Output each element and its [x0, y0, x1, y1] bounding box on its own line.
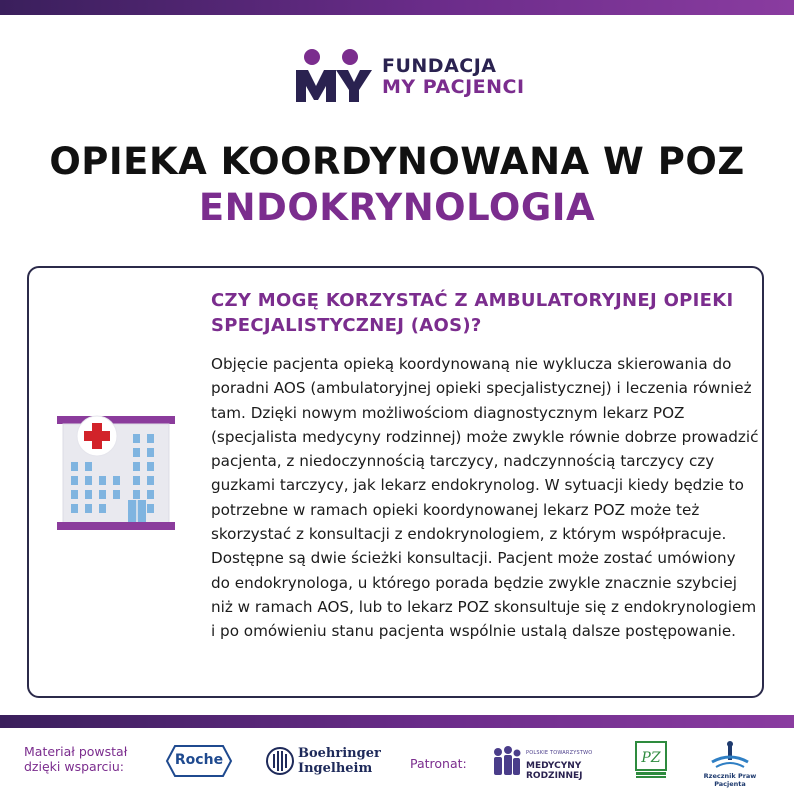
roche-text: Roche — [174, 752, 224, 768]
svg-text:PZ: PZ — [641, 750, 661, 766]
support-label-line-1: Materiał powstał — [24, 744, 128, 759]
my-logo-mark-icon — [292, 48, 374, 106]
logo-line-2: MY PACJENCI — [382, 76, 525, 98]
answer-text: Objęcie pacjenta opieką koordynowaną nie wyklucza skierowania do poradni AOS (ambulatoryjnej opieki specjalistycznej) i leczenia również tam. Dzięki nowym możliwościom diagnostycznym lekarz POZ (specjalista medycyny rodzinnej) może zwykle równie dobrze prowadzić pacjenta, z niedoczynnością tarczycy, nadczynnością tarczycy czy guzkami tarczycy, jak lekarz endokrynolog. W sytuacji kiedy będzie to potrzebne w ramach opieki koordynowanej lekarz POZ może też skorzystać z konsultacji z endokrynologiem, z którym współpracuje. Dostępne są dwie ścieżki konsultacji. Pacjent może zostać umówiony do endokrynologa, u którego porada będzie zwykle znacznie szybciej niż w ramach AOS, lub to lekarz POZ skonsultuje się z endokrynologiem i po omówieniu stanu pacjenta wspólnie ustalą dalsze postępowanie. — [211, 355, 759, 641]
rpp-emblem-icon — [690, 740, 770, 770]
ptmr-big-text: MEDYCYNY RODZINNEJ — [526, 761, 583, 781]
ptmr-small-text: POLSKIE TOWARZYSTWO — [526, 750, 593, 756]
page-subtitle: ENDOKRYNOLOGIA — [198, 186, 596, 229]
pz-logo[interactable] — [633, 740, 669, 780]
boehringer-line-2: Ingelheim — [298, 761, 373, 776]
question-heading: CZY MOGĘ KORZYSTAĆ Z AMBULATORYJNEJ OPIEKI SPECJALISTYCZNEJ (AOS)? — [211, 290, 734, 336]
bottom-gradient-bar — [0, 715, 794, 728]
boehringer-emblem-icon — [266, 746, 294, 776]
family-people-icon — [490, 744, 524, 778]
support-label-line-2: dzięki wsparciu: — [24, 759, 125, 774]
boehringer-line-1: Boehringer — [298, 746, 381, 761]
patronat-label: Patronat: — [410, 756, 467, 771]
support-label — [24, 744, 127, 774]
ptmr-logo[interactable] — [490, 744, 610, 780]
rpp-text: Rzecznik Praw Pacjenta — [703, 772, 757, 788]
hospital-icon — [55, 414, 179, 538]
logo-line-1: FUNDACJA — [382, 55, 497, 77]
roche-logo[interactable] — [165, 744, 233, 778]
fundacja-logo[interactable] — [292, 48, 532, 106]
pz-emblem-icon — [633, 740, 669, 780]
top-gradient-bar — [0, 0, 794, 15]
boehringer-logo[interactable] — [266, 746, 381, 778]
rpp-logo[interactable] — [690, 740, 770, 788]
page-title: OPIEKA KOORDYNOWANA W POZ — [49, 140, 745, 183]
